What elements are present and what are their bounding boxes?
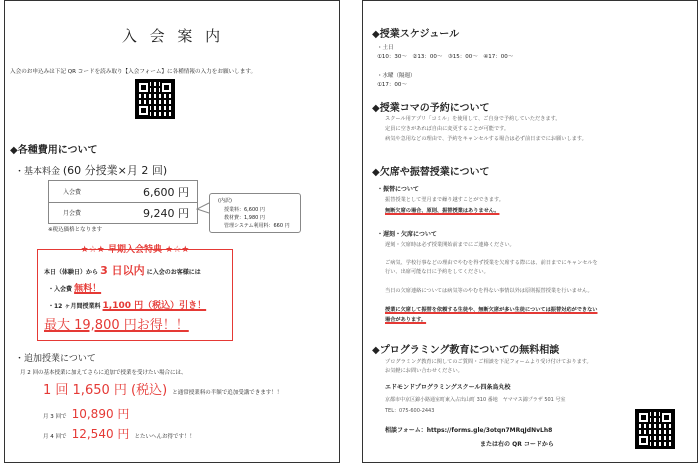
school-tel: TEL：075-600-2443 xyxy=(385,408,435,414)
programming-heading: ◆プログラミング教育についての無料相談 xyxy=(372,345,560,356)
wed-times: ①17：00～ xyxy=(377,82,407,88)
early-bird-text: に入会のお客様には xyxy=(146,269,201,276)
tax-note: ※税込価格となります xyxy=(48,227,103,233)
breakdown-box xyxy=(209,193,301,233)
extra-4-value: 12,540 円 xyxy=(71,427,130,441)
fees-heading: ◆各種費用について xyxy=(10,145,98,156)
early-bird-item-value: 無料！ xyxy=(74,284,102,294)
extra-4-line xyxy=(43,423,195,442)
bubble-pointer xyxy=(196,201,210,215)
transfer-line: 無断欠席の場合、原則、振替授業はありません。 xyxy=(385,208,500,214)
extra-price-note: と通常授業料の半額で追加受講できます！！ xyxy=(172,390,283,396)
booking-line: スクール用アプリ「コミル」を使用して、ご自身で予約していただきます。 xyxy=(385,116,561,122)
extra-3-line xyxy=(43,403,129,422)
table-row xyxy=(49,202,197,223)
late-line: 当日の欠席連絡については病気等のやむを得ない事情以外は原則振替授業を行いません。 xyxy=(385,288,593,294)
early-bird-item-value: 1,100 円（税込）引き！ xyxy=(102,301,207,311)
right-page xyxy=(362,0,698,463)
breakdown-line: 管理システム利用料：660 円 xyxy=(224,223,290,229)
school-address: 京都市中京区錦小路通室町東入占出山町 310 番地 ヤママス錦プラザ 501 号室 xyxy=(385,397,566,403)
table-row xyxy=(49,181,197,203)
extra-3-value: 10,890 円 xyxy=(71,407,130,421)
fee-value: 9,240 円 xyxy=(143,207,189,220)
early-bird-item xyxy=(48,281,101,294)
early-bird-text: 本日（体験日）から xyxy=(44,269,99,276)
school-name: エドモンドプログラミングスクール四条烏丸校 xyxy=(385,384,511,391)
programming-line: お気軽にお問い合わせください。 xyxy=(385,368,463,374)
extra-4-suffix: とたいへんお得です！！ xyxy=(134,434,196,440)
intro-text: 入会のお申込みは下記 QR コードを読み取り【入会フォーム】に各種情報の入力をお願いします。 xyxy=(10,69,257,75)
sat-label: ・土日 xyxy=(377,45,394,51)
fee-value: 6,600 円 xyxy=(143,186,189,199)
page-title: 入 会 案 内 xyxy=(121,27,225,45)
breakdown-title: (内訳) xyxy=(218,198,232,204)
schedule-heading: ◆授業スケジュール xyxy=(372,29,460,40)
early-bird-item-label: ・入会費 xyxy=(48,286,73,293)
extra-price: 1 回 1,650 円 (税込) xyxy=(43,383,168,398)
extra-price-line xyxy=(43,379,282,398)
booking-heading: ◆授業コマの予約について xyxy=(372,103,490,114)
late-line: 授業に欠席して振替を依頼する生徒や、無断欠席が多い生徒については振替対応ができない xyxy=(385,307,598,313)
extra-4-prefix: 月 4 回で xyxy=(43,434,67,440)
early-bird-line xyxy=(44,262,201,278)
early-bird-total: 最大 19,800 円お得！！ xyxy=(44,318,189,333)
extra-desc: 月 2 回の基本授業に加えてさらに追加で授業を受けたい場合には、 xyxy=(20,370,187,376)
early-bird-days: 3 日以内 xyxy=(100,264,145,277)
early-bird-title: ★☆★ 早期入会特典 ★☆★ xyxy=(80,245,190,255)
wed-label: ・水曜（隔週） xyxy=(377,73,416,79)
consult-form-note: または右の QR コードから xyxy=(480,441,554,448)
late-line: 場合があります。 xyxy=(385,317,427,323)
basic-fee-label xyxy=(15,162,167,178)
early-bird-item xyxy=(48,298,206,311)
late-line: 行い、出席可能な日に予約をしてください。 xyxy=(385,269,489,275)
late-label: ・遅刻・欠席について xyxy=(377,231,437,238)
sat-times: ①10：30～ ②13：00～ ③15：00～ ④17：00～ xyxy=(377,54,514,60)
breakdown-line: 教材費：1,980 円 xyxy=(224,215,265,221)
late-line: ご病気、学校行事などの理由でやむを得ず授業を欠席する際には、前日までにキャンセルを xyxy=(385,260,598,266)
breakdown-line: 授業料：6,600 円 xyxy=(224,207,265,213)
transfer-label: ・振替について xyxy=(377,186,419,193)
extra-3-prefix: 月 3 回で xyxy=(43,414,67,420)
early-bird-box xyxy=(37,245,233,341)
signup-qr-code[interactable] xyxy=(135,79,175,119)
programming-line: プログラミング教育に関してのご質問・ご相談を下記フォームより受け付けております。 xyxy=(385,359,592,365)
booking-line: 病気や急用などの理由で、予約をキャンセルする場合は必ず前日までにお願いします。 xyxy=(385,136,587,142)
basic-fee-note: (60 分授業×月 2 回) xyxy=(62,164,168,177)
absence-heading: ◆欠席や振替授業について xyxy=(372,167,490,178)
early-bird-item-label: ・12 ヶ月間授業料 xyxy=(48,303,101,310)
fee-label: 入会費 xyxy=(63,189,82,196)
late-line: 遅刻・欠席時は必ず授業開始前までにご連絡ください。 xyxy=(385,242,515,248)
consult-qr-code[interactable] xyxy=(635,409,675,449)
transfer-line: 振替授業として翌月まで繰り越すことができます。 xyxy=(385,197,504,203)
fee-label: 月会費 xyxy=(63,210,82,217)
basic-fee-text: ・基本料金 xyxy=(15,167,61,177)
fee-table xyxy=(48,180,198,224)
booking-line: 定員に空きがあれば自由に変更することが可能です。 xyxy=(385,126,510,132)
left-page xyxy=(4,0,340,463)
extra-heading: ・追加授業について xyxy=(15,354,96,364)
consult-form-link[interactable]: 相談フォーム：https://forms.gle/3otqn7MRqJdNvLh8 xyxy=(385,427,553,434)
